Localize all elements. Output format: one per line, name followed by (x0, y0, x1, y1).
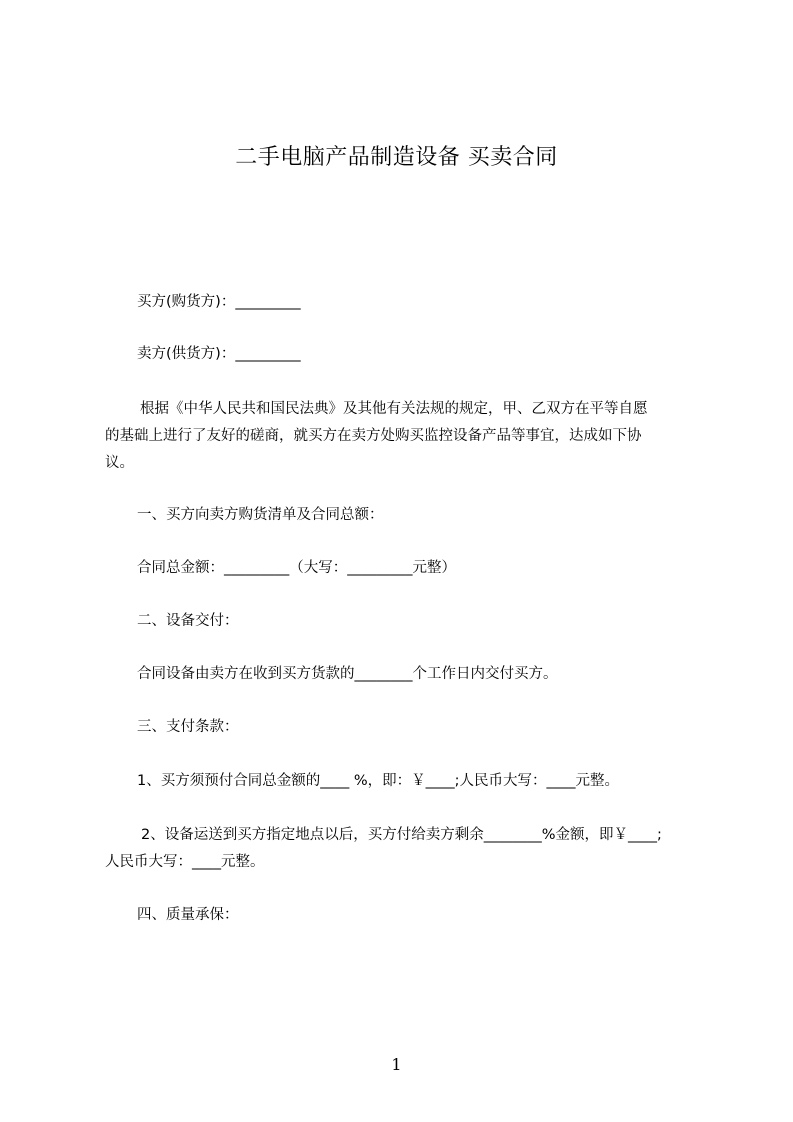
contract-title: 二手电脑产品制造设备 买卖合同 (235, 145, 558, 170)
preamble-line-3: 议。 (105, 455, 134, 471)
payment-2-line-1: 2、设备运送到买方指定地点以后，买方付给卖方剩余________%金额，即￥____; (141, 827, 662, 843)
seller-line: 卖方(供货方)：_________ (137, 346, 301, 362)
section-4-heading: 四、质量承保： (137, 907, 239, 923)
payment-1-line: 1、买方须预付合同总金额的____ %，即：￥____;人民币大写：____元整。 (137, 773, 619, 789)
section-3-heading: 三、支付条款： (137, 719, 239, 735)
section-1-heading: 一、买方向卖方购货清单及合同总额： (137, 507, 384, 523)
total-amount-line: 合同总金额：_________（大写：_________元整） (137, 560, 456, 576)
delivery-line: 合同设备由卖方在收到买方货款的________个工作日内交付买方。 (137, 666, 558, 682)
preamble-line-1: 根据《中华人民共和国民法典》及其他有关法规的规定，甲、乙双方在平等自愿 (140, 401, 648, 417)
page-number: 1 (391, 1055, 402, 1074)
buyer-line: 买方(购货方)：_________ (137, 294, 301, 310)
preamble-line-2: 的基础上进行了友好的磋商，就买方在卖方处购买监控设备产品等事宜，达成如下协 (105, 428, 642, 444)
section-2-heading: 二、设备交付： (137, 613, 239, 629)
payment-2-line-2: 人民币大写：____元整。 (105, 854, 265, 870)
